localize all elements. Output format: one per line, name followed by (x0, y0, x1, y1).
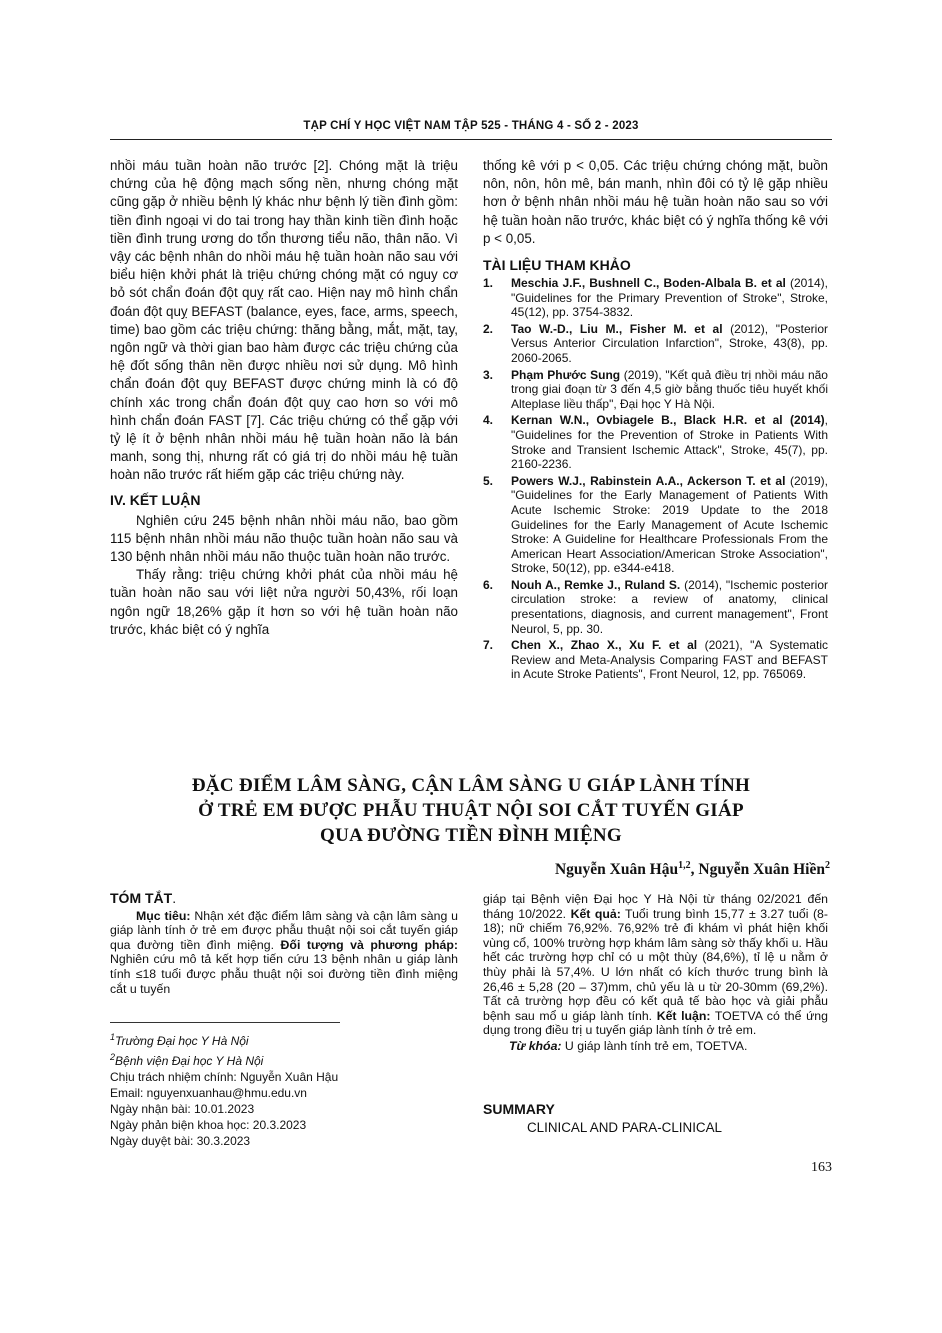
abstract-heading-dot: . (172, 890, 177, 906)
reference-item (483, 413, 828, 471)
abstract-continuation: giáp tại Bệnh viện Đại học Y Hà Nội từ tháng 02/2021 đến tháng 10/2022. (483, 892, 828, 921)
reference-details: (2019), "Guidelines for the Early Management of Patients With Acute Ischemic Stroke: 2019 Update to the 2018 Guidelines for the Early Management of Acute Ischemic Stroke: A Guideline for Healthcare Professionals From the American Heart Association/American Stroke Association", Stroke, 50(12), pp. e344-e418. (511, 473, 828, 576)
reference-number: 6. (483, 577, 494, 592)
reference-item (483, 322, 828, 366)
keywords-text: U giáp lành tính trẻ em, TOETVA. (561, 1038, 748, 1053)
keywords-label: Từ khóa: (509, 1038, 562, 1053)
references-title: TÀI LIỆU THAM KHẢO (483, 257, 631, 274)
date-received: Ngày nhận bài: 10.01.2023 (110, 1102, 255, 1116)
abstract-left (110, 891, 458, 996)
reference-list (483, 276, 828, 682)
abstract-right (483, 892, 828, 1054)
summary-subtitle: CLINICAL AND PARA-CLINICAL (527, 1120, 722, 1135)
methods-label: Đối tượng và phương pháp: (280, 937, 458, 952)
results-label: Kết quả: (570, 906, 621, 921)
article-title (150, 773, 792, 848)
reference-authors: Tao W.-D., Liu M., Fisher M. et al (511, 321, 723, 336)
date-accepted: Ngày duyệt bài: 30.3.2023 (110, 1134, 251, 1148)
footnotes (110, 1029, 410, 1149)
objective-label: Mục tiêu: (136, 908, 191, 923)
header-rule (110, 139, 832, 140)
reference-number: 4. (483, 413, 494, 428)
page-number: 163 (811, 1160, 832, 1175)
conclusion-paragraph-1: Nghiên cứu 245 bệnh nhân nhồi máu não, bao gồm 115 bệnh nhân nhồi máu não thuộc tuần hoàn não sau và 130 bệnh nhân nhồi máu não thuộc tuần hoàn não trước. (110, 512, 458, 565)
author-1: Nguyễn Xuân Hậu (554, 861, 679, 879)
author-2: Nguyễn Xuân Hiền (698, 861, 825, 879)
conclusion-paragraph-3: thống kê với p < 0,05. Các triệu chứng chóng mặt, buồn nôn, nôn, hôn mê, bán manh, nhìn đôi có tỷ lệ gặp nhiều hơn ở bệnh nhân nhồi máu hệ tuần hoàn não sau so với hệ tuần hoàn não trước, khác biệt có ý nghĩa thống kê với p < 0,05. (483, 158, 828, 246)
reference-details: (2021), "A Systematic Review and Meta-Analysis Comparing FAST and BEFAST in Acute Stroke Patients", Front Neurol, 12, pp. 765069. (511, 638, 828, 682)
reference-item (483, 638, 828, 682)
right-column (483, 157, 828, 684)
reference-authors: Kernan W.N., Ovbiagele B., Black H.R. et al (2014) (511, 413, 825, 428)
reference-authors: Phạm Phước Sung (511, 367, 621, 382)
reference-item (483, 368, 828, 412)
footnote-rule (110, 1022, 340, 1023)
reference-details: (2014), "Guidelines for the Primary Prevention of Stroke", Stroke, 45(12), pp. 3754-3832. (511, 276, 828, 320)
reference-authors: Chen X., Zhao X., Xu F. et al (511, 638, 698, 653)
author-1-affiliation: 1,2 (678, 860, 691, 871)
left-column (110, 157, 458, 639)
affiliation-1-number: 1 (110, 1032, 116, 1042)
article-title-line-1: ĐẶC ĐIỂM LÂM SÀNG, CẬN LÂM SÀNG U GIÁP LÀNH TÍNH (191, 775, 751, 796)
author-separator: , (690, 861, 699, 879)
reference-details: (2014), "Ischemic posterior circulation stroke: a review of anatomy, clinical presentations, diagnosis, and current management", Front Neurol, 5, pp. 30. (511, 577, 828, 636)
conclusion-paragraph-2: Thấy rằng: triệu chứng khởi phát của nhồi máu hệ tuần hoàn não sau với liệt nửa người 50,43%, rối loạn ngôn ngữ 18,26% gặp ít hơn so với hệ tuần hoàn não trước, khác biệt có ý nghĩa (110, 567, 458, 637)
reference-authors: Nouh A., Remke J., Ruland S. (511, 577, 681, 592)
affiliation-2-number: 2 (110, 1052, 116, 1062)
reference-number: 3. (483, 367, 494, 382)
affiliation-1: Trường Đại học Y Hà Nội (115, 1034, 249, 1048)
results-text: Tuổi trung bình 15,77 ± 3.27 tuổi (8-18); nữ chiếm 76,92%. 76,92% trẻ đi khám vì phát hiện khối vùng cổ, 100% trường hợp khám lâm sàng sờ thấy khối u. Hầu hết các trường hợp chỉ có u một thùy (84,6%), tỉ lệ u nằm ở thùy phải là 57,4%. U lớn nhất có kích thước trung bình là 26,46 ± 5,28 (20 – 37)mm, chủ yếu là u từ 20-30mm (69,2%). Tất cả trường hợp đều có kết quả tế bào học và giải phẫu bệnh sau mổ u giáp lành tính. (483, 906, 828, 1023)
discussion-paragraph: nhồi máu tuần hoàn não trước [2]. Chóng mặt là triệu chứng của hệ động mạch sống nền, nhưng chóng mặt cũng gặp ở nhiều bệnh lý khác như bệnh lý tiền đình gồm: tiền đình ngoại vi do tai trong hay thần kinh tiền đình hoặc tiền đình trung ương do tổn thương tiểu não, thân não. Vì vậy các bệnh nhân do nhồi máu hệ tuần hoàn não sau với biểu hiện khởi phát là triệu chứng chóng mặt có nguy cơ bỏ sót chẩn đoán đột quỵ rất cao. Hiện nay mô hình chẩn đoán đột quỵ BEFAST (balance, eyes, face, arms, speech, time) bao gồm các triệu chứng: thăng bằng, mắt, mặt, tay, ngôn ngữ và thời gian bao hàm được các triệu chứng của hệ đốt sống thân nền được nhiều nơi sử dụng. Mô hình chẩn đoán đột quỵ BEFAST được chứng minh là có độ chính xác trong chẩn đoán đột quỵ cao hơn so với mô hình chẩn đoán FAST [7]. Các triệu chứng có thể gặp với tỷ lệ ít ở bệnh nhân nhồi máu hệ tuần hoàn não là bán manh, song thị, nhưng rất có giá trị do nhồi máu hệ tuần hoàn não trước rất hiếm gặp các triệu chứng này. (110, 158, 458, 483)
reference-number: 2. (483, 321, 494, 336)
section-conclusion-title: IV. KẾT LUẬN (110, 491, 201, 508)
conclusion-text: TOETVA có thể ứng dụng trong điều trị u tuyến giáp lành tính ở trẻ em. (483, 1008, 828, 1038)
journal-header: TẠP CHÍ Y HỌC VIỆT NAM TẬP 525 - THÁNG 4 - SỐ 2 - 2023 (303, 120, 639, 132)
reference-number: 1. (483, 276, 494, 291)
reference-number: 7. (483, 638, 494, 653)
reference-details: (2012), "Posterior Versus Anterior Circulation Infarction", Stroke, 43(8), pp. 2060-2065. (511, 321, 828, 365)
conclusion-label: Kết luận: (656, 1008, 711, 1023)
abstract-heading (110, 891, 458, 906)
article-title-line-3: QUA ĐƯỜNG TIỀN ĐÌNH MIỆNG (319, 825, 623, 846)
reference-item (483, 276, 828, 320)
date-reviewed: Ngày phản biện khoa học: 20.3.2023 (110, 1118, 307, 1132)
affiliation-2: Bệnh viện Đại học Y Hà Nội (115, 1054, 264, 1068)
reference-authors: Powers W.J., Rabinstein A.A., Ackerson T. et al (511, 473, 786, 488)
reference-details: (2019), "Kết quả điều trị nhồi máu não trong giai đoạn từ 3 đến 4,5 giờ bằng thuốc tiêu huyết khối Alteplase liều thấp", Đại học Y Hà Nội. (511, 367, 828, 411)
abstract-heading-text: TÓM TẮT (110, 890, 173, 906)
reference-details: , "Guidelines for the Prevention of Stroke in Patients With Stroke and Transient Ischemic Attack", Stroke, 45(7), pp. 2160-2236. (511, 413, 828, 472)
author-2-affiliation: 2 (825, 860, 830, 871)
reference-item (483, 578, 828, 636)
objective-text: Nhận xét đặc điểm lâm sàng và cận lâm sàng u giáp lành tính ở trẻ em được phẫu thuật nội soi cắt tuyến giáp qua đường tiền đình miệng. (110, 908, 458, 952)
reference-number: 5. (483, 473, 494, 488)
article-title-line-2: Ở TRẺ EM ĐƯỢC PHẪU THUẬT NỘI SOI CẮT TUYẾN GIÁP (198, 800, 744, 821)
reference-authors: Meschia J.F., Bushnell C., Boden-Albala B. et al (511, 276, 786, 291)
summary-heading: SUMMARY (483, 1101, 555, 1117)
responsible-author: Chịu trách nhiệm chính: Nguyễn Xuân Hậu (110, 1070, 339, 1084)
methods-text: Nghiên cứu mô tả kết hợp tiến cứu 13 bệnh nhân u giáp lành tính ≤18 tuổi được phẫu thuật nội soi đường tiền đình miệng cắt u tuyến (110, 952, 458, 996)
contact-email: Email: nguyenxuanhau@hmu.edu.vn (110, 1086, 307, 1100)
reference-item (483, 474, 828, 576)
author-line (555, 860, 830, 879)
